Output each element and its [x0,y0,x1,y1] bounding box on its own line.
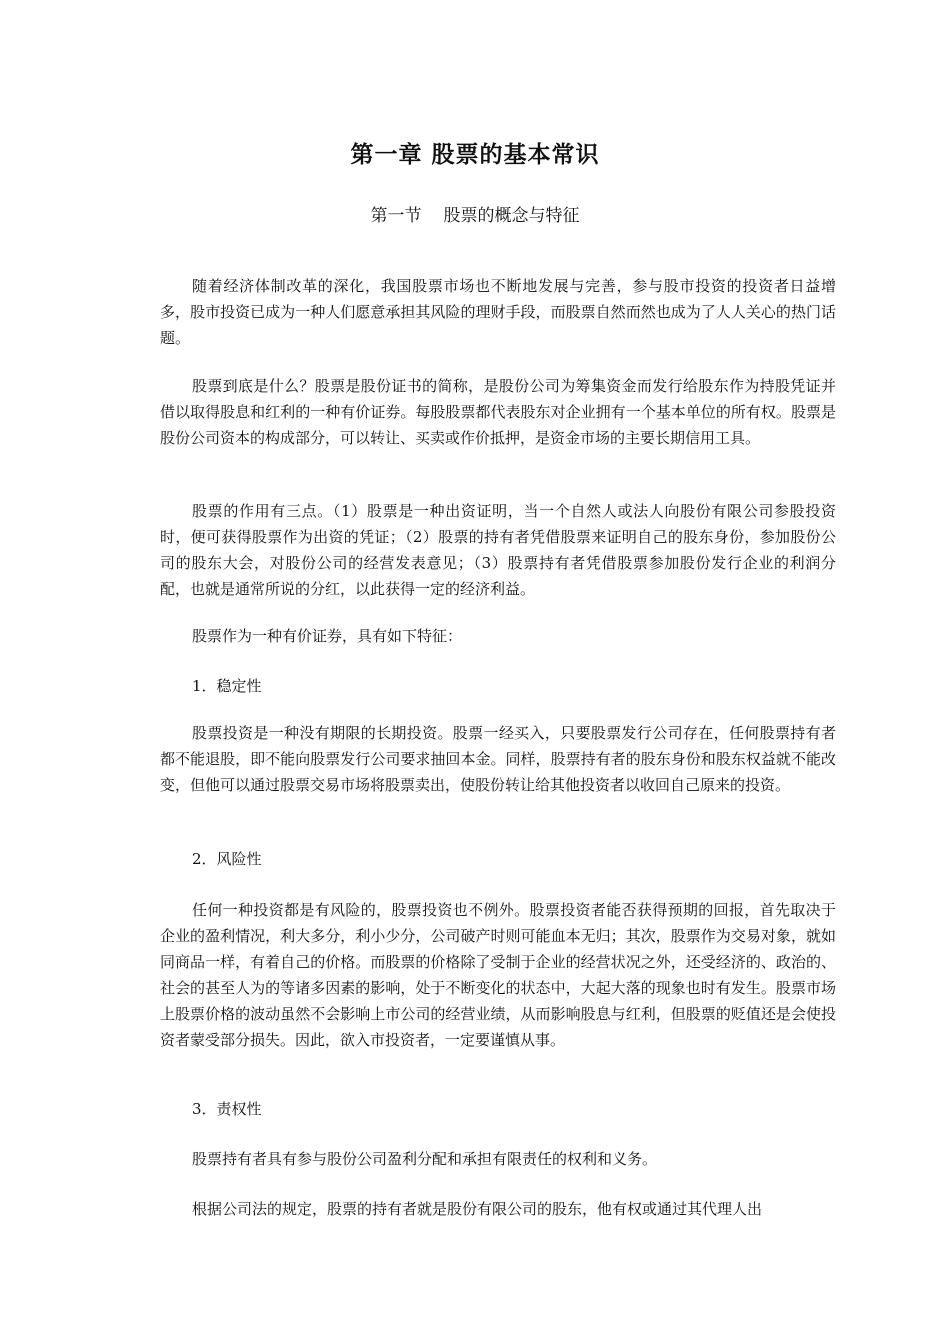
paragraph-rights: 股票持有者具有参与股份公司盈利分配和承担有限责任的权利和义务。 [192,1150,658,1168]
paragraph-functions: 股票的作用有三点。（1）股票是一种出资证明，当一个自然人或法人向股份有限公司参股投资时，便可获得股票作为出资的凭证；（2）股票的持有者凭借股票来证明自己的股东身份，参加股份公司的股东大会，对股份公司的经营发表意见；（3）股票持有者凭借股票参加股份发行企业的利润分配，也就是通常所说的分红，以此获得一定的经济利益。 [160,502,836,598]
item-heading-stability: 1．稳定性 [192,677,262,695]
section-title [0,201,950,226]
paragraph-definition: 股票到底是什么？股票是股份证书的简称，是股份公司为筹集资金而发行给股东作为持股凭证并借以取得股息和红利的一种有价证券。每股股票都代表股东对企业拥有一个基本单位的所有权。股票是股份公司资本的构成部分，可以转让、买卖或作价抵押，是资金市场的主要长期信用工具。 [160,377,836,447]
paragraph-stability: 股票投资是一种没有期限的长期投资。股票一经买入，只要股票发行公司存在，任何股票持有者都不能退股，即不能向股票发行公司要求抽回本金。同样，股票持有者的股东身份和股东权益就不能改变，但他可以通过股票交易市场将股票卖出，使股份转让给其他投资者以收回自己原来的投资。 [160,724,836,794]
item-heading-risk: 2．风险性 [192,850,262,868]
paragraph-features-intro: 股票作为一种有价证券，具有如下特征： [192,627,463,645]
chapter-title: 第一章 股票的基本常识 [350,142,600,168]
section-number: 第一节 [370,206,422,226]
paragraph-intro: 随着经济体制改革的深化，我国股票市场也不断地发展与完善，参与股市投资的投资者日益增多，股市投资已成为一种人们愿意承担其风险的理财手段，而股票自然而然也成为了人人关心的热门话题。 [160,277,836,347]
paragraph-company-law: 根据公司法的规定，股票的持有者就是股份有限公司的股东，他有权或通过其代理人出 [192,1200,763,1218]
paragraph-risk: 任何一种投资都是有风险的，股票投资也不例外。股票投资者能否获得预期的回报，首先取决于企业的盈利情况，利大多分，利小少分，公司破产时则可能血本无归；其次，股票作为交易对象，就如同商品一样，有着自己的价格。而股票的价格除了受制于企业的经营状况之外，还受经济的、政治的、社会的甚至人为的等诸多因素的影响，处于不断变化的状态中，大起大落的现象也时有发生。股票市场上股票价格的波动虽然不会影响上市公司的经营业绩，从而影响股息与红利，但股票的贬值还是会使投资者蒙受部分损失。因此，欲入市投资者，一定要谨慎从事。 [160,901,836,1049]
section-heading-text: 股票的概念与特征 [443,206,580,226]
item-heading-rights: 3．责权性 [192,1100,262,1118]
